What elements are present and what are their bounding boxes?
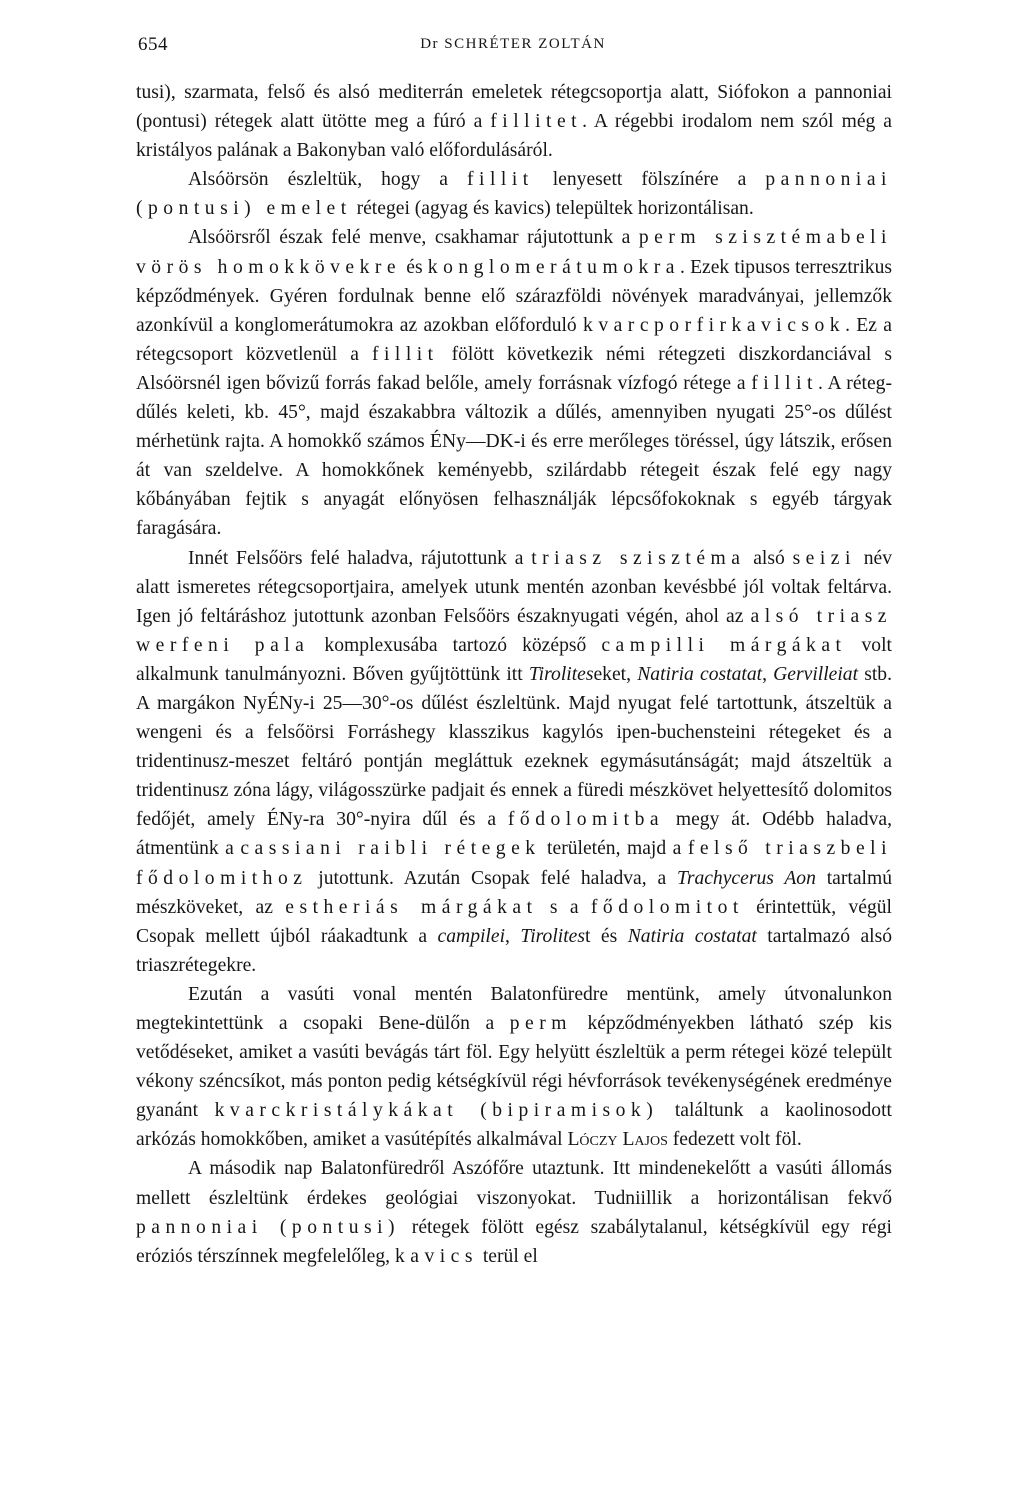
emphasized-term: alsó triasz werfeni pala (136, 605, 892, 656)
text-run: területén, majd a (540, 838, 688, 860)
emphasized-term: fődolomitba (507, 809, 665, 831)
text-run: eket, (593, 663, 638, 685)
text-run: , (505, 925, 521, 947)
text-run: . Ez a rétegcsoport közvetlenül a (136, 314, 892, 365)
emphasized-term: perm szisztémabeli vörös homokkövekre (136, 227, 892, 278)
emphasized-term: estheriás márgákat (285, 896, 538, 918)
text-run: Alsóörsön észleltük, hogy a (188, 169, 468, 191)
text-run: . A rétegdűlés keleti, kb. 45°, majd északabbra változik a dűlés, amennyiben nyugati 25°-os dűlést mérhetünk rajta. A homokkő számos ÉNy—DK-i és erre merőleges töréssel, úgy látszik, erősen át van szeldelve. A homokkőnek keményebb, szilárdabb rétegeit észak felé egy nagy kőbányában fejtik s anyagát előnyösen felhasználják lépcsőfokoknak s egyéb tárgyak faragására. (136, 372, 892, 540)
emphasized-term: felső triaszbeli fődolomithoz (136, 838, 892, 889)
text-run: volt alkalmunk tanulmányozni. Bőven gyűjtöttünk itt (136, 634, 892, 685)
paragraph (136, 1154, 892, 1270)
emphasized-term: pannoniai (pontusi) (136, 1216, 401, 1238)
text-run: fedezett volt föl. (667, 1129, 802, 1151)
page-number: 654 (138, 34, 168, 55)
italic-taxon: Trachycerus Aon (677, 867, 816, 889)
emphasized-term: kvarcporfirkavicsok (583, 314, 846, 336)
author-name: Lóczy Lajos (567, 1129, 668, 1151)
text-run: lenyesett fölszínére a (533, 169, 766, 191)
text-run: t és (585, 925, 628, 947)
text-run: érintettük, végül Csopak mellett újból ráakadtunk a (136, 896, 893, 947)
text-run: . Ezek tipusos terresztrikus képződmények. Gyéren fordulnak benne elő szárazföldi növények maradványai, jellemzők azonkívül a konglomerátumokra az azokban előforduló (136, 256, 892, 336)
text-run: , (762, 663, 774, 685)
italic-taxon: Gervilleiat (773, 663, 859, 685)
italic-taxon: Tirolites (528, 663, 594, 685)
text-run: és (401, 256, 428, 278)
text-run: megy át. Odébb haladva, átmentünk a (136, 809, 892, 860)
text-run: . A régebbi irodalom nem szól még a kristályos palának a Bakonyban való előfordulásáról. (136, 111, 892, 162)
paragraph (136, 165, 892, 223)
text-run: s a (537, 896, 591, 918)
emphasized-term: fillit (371, 343, 439, 365)
emphasized-term: konglomerátumokra (427, 256, 680, 278)
paragraph (136, 980, 892, 1155)
text-run: név alatt ismeretes rétegcsoportjaira, amelyek utunk mentén azonban kevésbbé jól voltak feltárva. Igen jó feltáráshoz jutottunk azonban Felsőörs északnyugati végén, ahol az (136, 547, 892, 627)
text-run: találtunk a kaolinosodott arkózás homokkőben, amiket a vasútépítés alkalmával (136, 1100, 892, 1151)
paragraph (136, 223, 892, 543)
italic-taxon: Natiria costatat (627, 925, 757, 947)
text-run: terül el (477, 1245, 538, 1267)
text-run: jutottunk. Azután Csopak felé haladva, a (307, 867, 677, 889)
emphasized-term: pannoniai (pontusi) emelet (136, 169, 892, 220)
italic-taxon: campilei (437, 925, 506, 947)
text-run: tartalmú mészköveket, az (136, 867, 893, 918)
text-run: tartalmazó alsó triaszrétegekre. (136, 925, 893, 976)
page-header (130, 34, 896, 64)
text-run: rétegek fölött egész szabálytalanul, kétségkívül egy régi eróziós térszínnek megfelelőleg, (136, 1216, 892, 1267)
text-run: komplexusába tartozó középső (309, 634, 602, 656)
running-head: Dr SCHRÉTER ZOLTÁN (420, 36, 606, 52)
body-text (136, 78, 892, 1271)
emphasized-term: perm (509, 1013, 572, 1034)
text-run: rétegei (agyag és kavics) települtek horizontálisan. (351, 198, 754, 220)
italic-taxon: Tirolites (520, 925, 585, 947)
emphasized-term: fillit (751, 372, 818, 394)
text-run: A második nap Balatonfüredről Aszófőre utaztunk. Itt mindenekelőtt a vasúti állomás mellett észleltünk érdekes geológiai viszonyokat. Tudniillik a horizontálisan fekvő (136, 1158, 892, 1209)
text-run: tusi), szarmata, felső és alsó mediterrán emeletek rétegcsoportja alatt, Siófokon a pannoniai (pontusi) rétegek alatt ütötte meg a fúró a (136, 82, 892, 133)
emphasized-term: triasz szisztéma (531, 547, 746, 569)
text-run: Innét Felsőörs felé haladva, rájutottunk a (188, 547, 532, 569)
text-run: alsó (745, 547, 793, 569)
emphasized-term: fillit (467, 169, 534, 191)
emphasized-term: kvarckristálykákat (bipiramisok) (214, 1100, 659, 1122)
emphasized-term: kavics (394, 1245, 478, 1267)
emphasized-term: cassiani raibli rétegek (240, 838, 541, 860)
emphasized-term: seizi (792, 547, 856, 569)
text-run: képződményekben látható szép kis vetődéseket, amiket a vasúti bevágás tárt föl. Egy helyütt észleltük a perm rétegei közé települt vékony széncsíkot, más ponton pedig kétségkívül régi hévforrások tevékenységének eredménye gyanánt (136, 1013, 893, 1122)
text-run: stb. A margákon NyÉNy-i 25—30°-os dűlést észleltünk. Majd nyugat felé tartottunk, átszeltük a wengeni és a felsőörsi Forráshegy klasszikus kagylós ipen-buchensteini rétegeket és a tridentinusz-meszet feltáró pontján megláttuk ezeknek egymásutánságát; majd átszeltük a tridentinusz zóna lágy, világosszürke padjait és ennek a füredi mészkövet helyettesítő dolomitos fedőjét, amely ÉNy-ra 30°-nyira dűl és a (136, 663, 893, 831)
italic-taxon: Natiria costatat (637, 663, 763, 685)
emphasized-term: fillitet (490, 111, 583, 133)
text-run: Alsóörsről észak felé menve, csakhamar rájutottunk a (188, 227, 639, 249)
paragraph (136, 78, 892, 165)
emphasized-term: campilli márgákat (601, 634, 847, 656)
text-run: Ezután a vasúti vonal mentén Balatonfüredre mentünk, amely útvonalunkon megtekintettünk a csopaki Bene-dülőn a (136, 983, 892, 1034)
emphasized-term: fődolomitot (590, 896, 744, 918)
text-run: fölött következik némi rétegzeti diszkordanciával s Alsóörsnél igen bővizű forrás fakad belőle, amely forrásnak vízfogó rétege a (136, 343, 892, 394)
paragraph (136, 544, 892, 980)
